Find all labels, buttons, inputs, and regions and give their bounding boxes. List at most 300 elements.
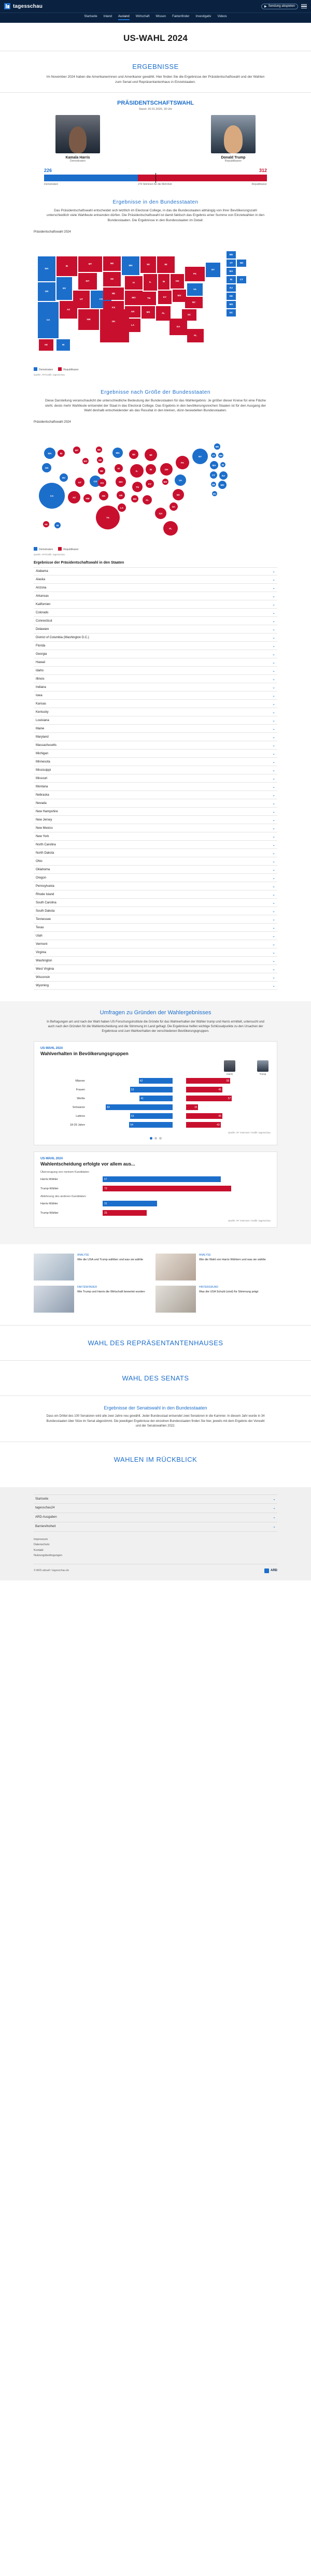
state-accordion-row[interactable] xyxy=(34,600,277,609)
footer xyxy=(0,1487,311,1580)
chevron-down-icon[interactable]: ⌄ xyxy=(272,826,275,830)
teaser-list xyxy=(34,1254,277,1313)
state-name: Maine xyxy=(36,727,45,730)
chevron-down-icon[interactable]: ⌄ xyxy=(272,876,275,880)
house-section xyxy=(0,1325,311,1360)
senate-section xyxy=(0,1360,311,1395)
state-accordion-row[interactable] xyxy=(34,866,277,874)
teaser-kicker: ANALYSE xyxy=(77,1254,89,1257)
candidate-name: Donald Trump xyxy=(221,155,246,160)
poll-bar-row xyxy=(40,1113,271,1119)
legend-item-rep: Republikaner xyxy=(58,367,78,371)
chevron-down-icon[interactable]: ⌄ xyxy=(272,727,275,731)
state-name: Minnesota xyxy=(36,760,50,764)
poll-bar-rep: 55 xyxy=(186,1078,230,1084)
state-name: Missouri xyxy=(36,776,48,780)
polls-section xyxy=(0,1001,311,1244)
state-name: District of Columbia (Washington D.C.) xyxy=(36,636,89,639)
legend-item-dem: Demokraten xyxy=(34,367,53,371)
legend-item-rep: Republikaner xyxy=(58,547,78,551)
chevron-down-icon[interactable]: ⌄ xyxy=(272,868,275,872)
us-state-map[interactable]: WA OR CA ID NV AZ MT WY UT CO NM ND SD NE KS OK MN IA MO AR LA WI IL IN TN MS AL MI OH KY PA NY WV VA NC SC GA FL ME VT NH MA RI CT NJ DE MD DC AK HI xyxy=(34,236,277,365)
teaser-headline: Wie die Wahl von Harris Wählern und was sie wählte xyxy=(199,1258,266,1262)
state-accordion-row[interactable] xyxy=(34,982,277,990)
teaser-headline: Wie Trump und Harris die Wirtschaft bewertet wurden xyxy=(77,1290,145,1294)
state-accordion-row[interactable] xyxy=(34,832,277,841)
candidates-row xyxy=(0,115,311,163)
state-accordion-row[interactable] xyxy=(34,708,277,716)
state-accordion-row[interactable] xyxy=(34,758,277,766)
chevron-down-icon[interactable]: ⌄ xyxy=(272,611,275,615)
page-header xyxy=(0,23,311,51)
footer-small-link[interactable]: Datenschutz xyxy=(34,1543,50,1547)
state-name: West Virginia xyxy=(36,967,54,971)
chevron-down-icon[interactable]: ⌄ xyxy=(272,951,275,955)
chevron-down-icon[interactable]: ⌄ xyxy=(272,570,275,573)
trump-portrait xyxy=(211,115,256,153)
poll-row-label: Harris-Wähler xyxy=(40,1177,58,1181)
footer-link-label: Barrierefreiheit xyxy=(35,1525,56,1529)
poll-bar-row xyxy=(40,1121,271,1128)
chevron-down-icon[interactable]: ⌄ xyxy=(272,893,275,897)
poll-bar-dem: 53 xyxy=(130,1087,173,1092)
state-name: Michigan xyxy=(36,752,49,755)
chevron-down-icon[interactable]: ⌄ xyxy=(272,942,275,946)
poll-bar-rep: 45 xyxy=(186,1087,222,1092)
teaser-item[interactable] xyxy=(156,1286,272,1313)
poll-row-label: Weiße xyxy=(77,1097,85,1100)
poll-kicker: US-WAHL 2024 xyxy=(40,1047,63,1050)
state-name: North Carolina xyxy=(36,843,56,846)
state-name: Hawaii xyxy=(36,660,46,664)
state-name: Nevada xyxy=(36,801,47,805)
senate-states-heading: Ergebnisse der Senatswahl in den Bundesstaaten xyxy=(104,1405,207,1411)
state-accordion-row[interactable] xyxy=(34,634,277,642)
footer-link[interactable] xyxy=(34,1504,277,1513)
poll-source: Quelle: AP VoteCast / Grafik: tagesschau xyxy=(228,1131,271,1134)
harris-thumb xyxy=(224,1060,235,1072)
chevron-down-icon[interactable]: ⌄ xyxy=(272,984,275,988)
poll-row-label: 18-29 Jahre xyxy=(69,1123,85,1127)
state-name: Connecticut xyxy=(36,619,52,623)
poll-single-bar-row xyxy=(40,1200,271,1207)
chevron-down-icon[interactable]: ⌄ xyxy=(272,660,275,665)
bar-segment-dem xyxy=(44,175,138,181)
candidate-harris xyxy=(47,115,109,163)
state-accordion-row[interactable] xyxy=(34,948,277,957)
footer-link-label: ARD-Ausgaben xyxy=(35,1516,57,1519)
state-name: Utah xyxy=(36,934,43,938)
state-name: South Carolina xyxy=(36,901,56,904)
chevron-down-icon[interactable]: ⌄ xyxy=(272,843,275,847)
chevron-down-icon[interactable]: ⌄ xyxy=(272,594,275,598)
chevron-down-icon[interactable]: ⌄ xyxy=(272,636,275,640)
pager-dot[interactable] xyxy=(150,1137,152,1140)
chevron-down-icon[interactable]: ⌄ xyxy=(272,677,275,681)
poll-bar-row xyxy=(40,1077,271,1084)
state-accordion-row[interactable] xyxy=(34,700,277,708)
play-icon: ▶ xyxy=(264,5,267,8)
polls-intro: In Befragungen am und nach der Wahl haben US-Forschungsinstitute die Gründe für das Wahlverhalten der Wähler trump und Harris ermittelt, untersucht und auch nach den Gründen für die Wahlentscheidung und die Stimmung im Land gefragt. Die Ergebnisse helfen wichtige Schlüsselpunkte zu den Ursachen der Ergebnisse und zum Wahlverhalten der verschiedenen Bevölkerungsgruppen. xyxy=(47,1020,264,1033)
state-accordion-row[interactable] xyxy=(34,940,277,948)
chevron-down-icon[interactable]: ⌄ xyxy=(272,909,275,913)
state-name: New Hampshire xyxy=(36,810,58,813)
state-name: Wisconsin xyxy=(36,975,50,979)
teaser-item[interactable] xyxy=(34,1286,150,1313)
state-results-accordion[interactable] xyxy=(34,561,277,990)
footer-small-link[interactable]: Nutzungsbedingungen xyxy=(34,1554,63,1558)
candidate-name: Kamala Harris xyxy=(65,155,90,160)
footer-link[interactable] xyxy=(34,1513,277,1522)
chevron-down-icon[interactable]: ⌄ xyxy=(272,752,275,756)
state-accordion-row[interactable] xyxy=(34,567,277,575)
poll-bar: 67 xyxy=(103,1176,221,1182)
chevron-down-icon[interactable]: ⌄ xyxy=(272,917,275,922)
bubble-map-card xyxy=(34,421,277,556)
trump-thumb xyxy=(257,1060,268,1072)
pager-dot[interactable] xyxy=(159,1137,162,1140)
poll-bar: 73 xyxy=(103,1186,231,1191)
chevron-down-icon[interactable]: ⌄ xyxy=(273,1506,276,1510)
results-intro: Im November 2024 haben die Amerikanerinnen und Amerikaner gewählt. Hier finden Sie die Ergebnisse der Präsidentschaftswahl und der Wahlen zum Senat und Repräsentantenhaus in Einzelstaaten. xyxy=(46,75,265,84)
state-accordion-row[interactable] xyxy=(34,766,277,774)
state-name: Mississippi xyxy=(36,768,51,772)
copyright: © ARD-aktuell / tagesschau.de xyxy=(34,1569,69,1573)
page-title: US-WAHL 2024 xyxy=(123,33,188,43)
poll-row-label: Trump-Wähler xyxy=(40,1187,59,1190)
chevron-down-icon[interactable]: ⌄ xyxy=(272,975,275,980)
candidate-trump xyxy=(202,115,264,163)
state-name: Iowa xyxy=(36,694,43,697)
majority-label: 270 Stimmen für die Mehrheit xyxy=(138,182,172,186)
chevron-down-icon[interactable]: ⌄ xyxy=(272,602,275,607)
poll-single-bar-row xyxy=(40,1176,271,1183)
poll-single-bar-row xyxy=(40,1210,271,1216)
state-accordion-row[interactable] xyxy=(34,609,277,617)
poll-row-label: Schwarze xyxy=(72,1105,85,1109)
nav-item-faktenfinder[interactable]: Faktenfinder xyxy=(172,15,190,18)
poll-row-label: Trump-Wähler xyxy=(40,1211,59,1215)
state-accordion-row[interactable] xyxy=(34,973,277,982)
poll-bar-rep: 15 xyxy=(186,1104,198,1110)
chevron-down-icon[interactable]: ⌄ xyxy=(273,1497,276,1501)
nav-item-investigativ[interactable]: Investigativ xyxy=(195,15,211,18)
chevron-down-icon[interactable]: ⌄ xyxy=(272,884,275,888)
poll-kicker: US-WAHL 2024 xyxy=(40,1157,63,1160)
chevron-down-icon[interactable]: ⌄ xyxy=(272,652,275,656)
us-bubble-map[interactable]: WA OR CA ID NV AZ MT WY UT CO NM TX ND SD NE KS OK MN IA MO AR LA WI IL IN TN MS AL MI OH KY PA NY WV VA NC SC GA FL ME VT NH MA RI CT NJ DE MD DC AK HI xyxy=(34,426,277,545)
state-name: Alabama xyxy=(36,570,48,573)
electoral-vote-bar xyxy=(44,168,267,186)
chevron-down-icon[interactable]: ⌄ xyxy=(272,627,275,631)
poll-bar: 25 xyxy=(103,1210,147,1216)
chevron-down-icon[interactable]: ⌄ xyxy=(272,859,275,864)
state-accordion-row[interactable] xyxy=(34,890,277,899)
state-accordion-row[interactable] xyxy=(34,617,277,625)
poll-bar-row xyxy=(40,1095,271,1102)
nav-item-videos[interactable]: Videos xyxy=(217,15,227,18)
harris-electoral-votes: 226 xyxy=(44,167,52,173)
state-accordion-row[interactable] xyxy=(34,882,277,890)
teaser-thumb xyxy=(34,1286,74,1313)
play-broadcast-label: Sendung abspielen xyxy=(268,5,295,8)
brand-name: tagesschau xyxy=(13,3,43,9)
teaser-thumb xyxy=(156,1286,196,1313)
poll-bar-dem: 83 xyxy=(106,1104,173,1110)
state-accordion-row[interactable] xyxy=(34,774,277,783)
legend-item-dem: Demokraten xyxy=(34,547,53,551)
state-name: Ohio xyxy=(36,859,43,863)
poll-title: Wahlentscheidung erfolgte vor allem aus... xyxy=(40,1161,135,1167)
state-name: Florida xyxy=(36,644,46,647)
poll-bar: 31 xyxy=(103,1201,157,1206)
chevron-down-icon[interactable]: ⌄ xyxy=(272,785,275,789)
poll-source: Quelle: AP VoteCast / Grafik: tagesschau xyxy=(228,1219,271,1222)
chevron-down-icon[interactable]: ⌄ xyxy=(272,801,275,805)
poll-row-label: Harris-Wähler xyxy=(40,1202,58,1205)
state-accordion-row[interactable] xyxy=(34,874,277,882)
state-name: New York xyxy=(36,834,49,838)
play-broadcast-button[interactable] xyxy=(261,4,298,9)
poll-bar-dem: 41 xyxy=(139,1096,173,1101)
nav-item-wissen[interactable]: Wissen xyxy=(156,15,166,18)
state-accordion-row[interactable] xyxy=(34,625,277,634)
chevron-down-icon[interactable]: ⌄ xyxy=(272,735,275,739)
poll-row-label: Frauen xyxy=(76,1088,85,1091)
state-name: New Jersey xyxy=(36,818,52,822)
bubble-map-source-note: Quelle: AP/Grafik: tagesschau xyxy=(34,553,65,556)
state-name: Virginia xyxy=(36,951,46,954)
footer-small-link[interactable]: Kontakt xyxy=(34,1548,44,1552)
footer-link-label: Startseite xyxy=(35,1497,49,1501)
poll-bar-dem: 53 xyxy=(130,1113,173,1119)
state-name: Oklahoma xyxy=(36,868,50,871)
chevron-down-icon[interactable]: ⌄ xyxy=(273,1525,276,1529)
footer-link[interactable] xyxy=(34,1522,277,1532)
state-name: Idaho xyxy=(36,669,44,672)
poll-bar-row xyxy=(40,1104,271,1111)
chevron-down-icon[interactable]: ⌄ xyxy=(272,793,275,797)
poll-card-demographics xyxy=(34,1041,277,1145)
pager-dot[interactable] xyxy=(154,1137,157,1140)
state-name: Wyoming xyxy=(36,984,49,987)
results-heading: ERGEBNISSE xyxy=(132,63,179,70)
chevron-down-icon[interactable]: ⌄ xyxy=(272,768,275,772)
state-name: Alaska xyxy=(36,578,46,581)
poll-bar-dem: 54 xyxy=(129,1122,173,1128)
state-accordion-row[interactable] xyxy=(34,741,277,750)
footer-small-link[interactable]: Impressum xyxy=(34,1537,48,1541)
teaser-kicker: ANALYSE xyxy=(199,1254,211,1257)
state-accordion-row[interactable] xyxy=(34,915,277,924)
bubble-map-caption: Präsidentschaftswahl 2024 xyxy=(34,421,71,424)
candidate-party: Republikaner xyxy=(224,159,242,163)
state-accordion-row[interactable] xyxy=(34,816,277,824)
state-accordion-row[interactable] xyxy=(34,592,277,600)
poll-single-bar-row xyxy=(40,1185,271,1192)
poll-bar-rep: 45 xyxy=(186,1113,222,1119)
state-accordion-row[interactable] xyxy=(34,783,277,791)
teaser-thumb xyxy=(34,1254,74,1280)
nav-item-startseite[interactable]: Startseite xyxy=(84,15,97,18)
chevron-down-icon[interactable]: ⌄ xyxy=(272,901,275,905)
map-states-intro: Das Präsidentschaftswahl entscheidet sich letztlich im Electoral College, in das die Bundesstaaten abhängig von ihrer Bevölkerungszahl unterschiedlich viele Wahlleute entsenden dürfen. Die Präsidentschaftswahl ist damit faktisch das Ergebnis einer Summe von Einzelwahlen in den Bundesstaaten. Die Ergebnisse in den Bundesstaaten im Detail: xyxy=(47,208,264,222)
map-states-heading: Ergebnisse in den Bundesstaaten xyxy=(112,199,199,205)
chevron-down-icon[interactable]: ⌄ xyxy=(272,619,275,623)
poll-card-motivation xyxy=(34,1152,277,1228)
poll-head-trump: Trump xyxy=(255,1060,271,1075)
map-caption: Präsidentschaftswahl 2024 xyxy=(34,230,71,234)
chevron-down-icon[interactable]: ⌄ xyxy=(272,834,275,839)
house-heading: WAHL DES REPRÄSENTANTENHAUSES xyxy=(88,1339,223,1347)
state-accordion-row[interactable] xyxy=(34,799,277,808)
chevron-down-icon[interactable]: ⌄ xyxy=(272,818,275,822)
state-name: Vermont xyxy=(36,942,48,946)
poll-title: Wahlverhalten in Bevölkerungsgruppen xyxy=(40,1051,129,1056)
state-accordion-row[interactable] xyxy=(34,965,277,973)
chevron-down-icon[interactable]: ⌄ xyxy=(272,810,275,814)
brand-area[interactable] xyxy=(4,3,43,9)
map-size-heading: Ergebnisse nach Größe der Bundesstaaten xyxy=(101,389,210,395)
chevron-down-icon[interactable]: ⌄ xyxy=(272,967,275,971)
teaser-item[interactable] xyxy=(156,1254,272,1280)
state-accordion-row[interactable] xyxy=(34,692,277,700)
presidential-timestamp: Stand: 20.01.2025, 18 Uhr xyxy=(138,107,173,111)
trump-electoral-votes: 312 xyxy=(259,167,267,173)
ard-logo-icon: ARD xyxy=(264,1568,277,1573)
state-accordion-row[interactable] xyxy=(34,575,277,584)
state-name: Louisiana xyxy=(36,718,49,722)
top-bar xyxy=(0,0,311,12)
chevron-down-icon[interactable]: ⌄ xyxy=(272,669,275,673)
state-name: Kansas xyxy=(36,702,47,706)
poll-bar-rep: 43 xyxy=(186,1122,221,1128)
state-accordion-row[interactable] xyxy=(34,824,277,832)
state-name: Rhode Island xyxy=(36,893,54,896)
state-accordion-row[interactable] xyxy=(34,957,277,965)
state-name: South Dakota xyxy=(36,909,55,913)
state-name: Georgia xyxy=(36,652,47,656)
state-name: Kentucky xyxy=(36,710,49,714)
chevron-down-icon[interactable]: ⌄ xyxy=(272,644,275,648)
chevron-down-icon[interactable]: ⌄ xyxy=(272,685,275,689)
chevron-down-icon[interactable]: ⌄ xyxy=(272,578,275,582)
state-name: Oregon xyxy=(36,876,47,880)
state-name: Delaware xyxy=(36,627,49,631)
chevron-down-icon[interactable]: ⌄ xyxy=(272,926,275,930)
state-name: Kalifornien xyxy=(36,602,51,606)
state-accordion-row[interactable] xyxy=(34,841,277,849)
state-name: Massachusetts xyxy=(36,743,57,747)
harris-portrait xyxy=(55,115,100,153)
state-accordion-row[interactable] xyxy=(34,849,277,857)
state-name: New Mexico xyxy=(36,826,53,830)
nav-item-ausland[interactable]: Ausland xyxy=(118,15,130,20)
state-accordion-row[interactable] xyxy=(34,733,277,741)
state-accordion-row[interactable] xyxy=(34,667,277,675)
state-map-card xyxy=(34,231,277,376)
chevron-down-icon[interactable]: ⌄ xyxy=(272,694,275,698)
state-accordion-row[interactable] xyxy=(34,857,277,866)
chevron-down-icon[interactable]: ⌄ xyxy=(272,586,275,590)
state-accordion-row[interactable] xyxy=(34,584,277,592)
chevron-down-icon[interactable]: ⌄ xyxy=(272,702,275,706)
polls-heading: Umfragen zu Gründen der Wahlergebnisses xyxy=(100,1010,211,1016)
chevron-down-icon[interactable]: ⌄ xyxy=(272,743,275,747)
state-accordion-row[interactable] xyxy=(34,907,277,915)
candidate-party: Demokraten xyxy=(70,159,86,163)
footer-link-label: tagesschau24 xyxy=(35,1506,55,1510)
state-name: Tennessee xyxy=(36,917,51,921)
poll-row-label: Latinos xyxy=(76,1114,85,1118)
tagesschau-logo-icon[interactable] xyxy=(4,3,10,9)
teaser-item[interactable] xyxy=(34,1254,150,1280)
state-accordion-row[interactable] xyxy=(34,725,277,733)
chevron-down-icon[interactable]: ⌄ xyxy=(272,934,275,938)
senate-states-text: Dass ein Drittel des 100 Senatoren wird alle zwei Jahre neu gewählt. Jeder Bundesstaat entsendet zwei Senatoren in die Kammer. In diesem Jahr wurde in 34 Bundesstaaten über Sitze im Senat abgestimmt. Die jeweiligen Ergebnisse der einzelnen Bundesstaaten finden Sie hier, jeweils mit dem Ergebnis der Vorwahl und der Senatswahlen 2022. xyxy=(46,1415,265,1428)
map-size-intro: Diese Darstellung veranschaulicht die unterschiedliche Bedeutung der Bundesstaaten für das Wahlergebnis: Je größer dieser Kreise für eine Fläche steht, desto mehr Wahlleute entsendet der Staat in das Electoral College. Das Ergebnis in den bevölkerungsreichen Staaten ist für den Ausgang der Wahl deshalb entscheidender als das Resultat in den kleinen, dünn besiedelten Bundesstaaten. xyxy=(45,398,266,413)
bar-segment-rep xyxy=(138,175,267,181)
poll-bar-rep: 57 xyxy=(186,1096,232,1101)
senate-heading: WAHL DES SENATS xyxy=(122,1374,189,1382)
poll-group-label: Ablehnung des anderen Kandidaten xyxy=(40,1195,86,1198)
teaser-kicker: HINTERGRUND xyxy=(199,1286,218,1289)
state-accordion-row[interactable] xyxy=(34,932,277,940)
chevron-down-icon[interactable]: ⌄ xyxy=(272,959,275,963)
poll-group-label: Überzeugung von meinem Kandidaten xyxy=(40,1171,89,1174)
state-name: Texas xyxy=(36,926,44,929)
menu-icon[interactable] xyxy=(301,4,307,9)
poll-row-label: Männer xyxy=(75,1079,85,1083)
chevron-down-icon[interactable]: ⌄ xyxy=(273,1516,276,1520)
chevron-down-icon[interactable]: ⌄ xyxy=(272,710,275,714)
poll-bar-dem: 42 xyxy=(139,1078,173,1084)
state-accordion-row[interactable] xyxy=(34,899,277,907)
state-accordion-row[interactable] xyxy=(34,650,277,658)
state-accordion-row[interactable] xyxy=(34,750,277,758)
state-name: Nebraska xyxy=(36,793,49,797)
state-accordion-row[interactable] xyxy=(34,658,277,667)
legend-dem: Demokraten xyxy=(44,182,59,186)
state-accordion-row[interactable] xyxy=(34,791,277,799)
state-accordion-row[interactable] xyxy=(34,683,277,692)
chevron-down-icon[interactable]: ⌄ xyxy=(272,776,275,781)
state-accordion-row[interactable] xyxy=(34,675,277,683)
chevron-down-icon[interactable]: ⌄ xyxy=(272,718,275,723)
state-accordion-row[interactable] xyxy=(34,716,277,725)
state-name: Montana xyxy=(36,785,48,788)
teaser-headline: Was die USA Schuld (sind) für Stimmung prägt xyxy=(199,1290,259,1294)
state-name: Illinois xyxy=(36,677,45,681)
chevron-down-icon[interactable]: ⌄ xyxy=(272,760,275,764)
state-results-heading: Ergebnisse der Präsidentschaftswahl in den Staaten xyxy=(34,561,124,565)
nav-item-inland[interactable]: Inland xyxy=(103,15,112,18)
state-accordion-row[interactable] xyxy=(34,642,277,650)
senate-states-section xyxy=(0,1395,311,1442)
state-accordion-row[interactable] xyxy=(34,808,277,816)
state-name: Maryland xyxy=(36,735,49,739)
footer-link[interactable] xyxy=(34,1494,277,1504)
state-accordion-row[interactable] xyxy=(34,924,277,932)
state-name: Colorado xyxy=(36,611,49,614)
main-navigation[interactable] xyxy=(0,12,311,23)
teaser-thumb xyxy=(156,1254,196,1280)
chevron-down-icon[interactable]: ⌄ xyxy=(272,851,275,855)
poll-pager[interactable] xyxy=(40,1137,271,1140)
state-name: Pennsylvania xyxy=(36,884,54,888)
map-source-note: Quelle: AP/Grafik: tagesschau xyxy=(34,373,65,376)
nav-item-wirtschaft[interactable]: Wirtschaft xyxy=(135,15,150,18)
